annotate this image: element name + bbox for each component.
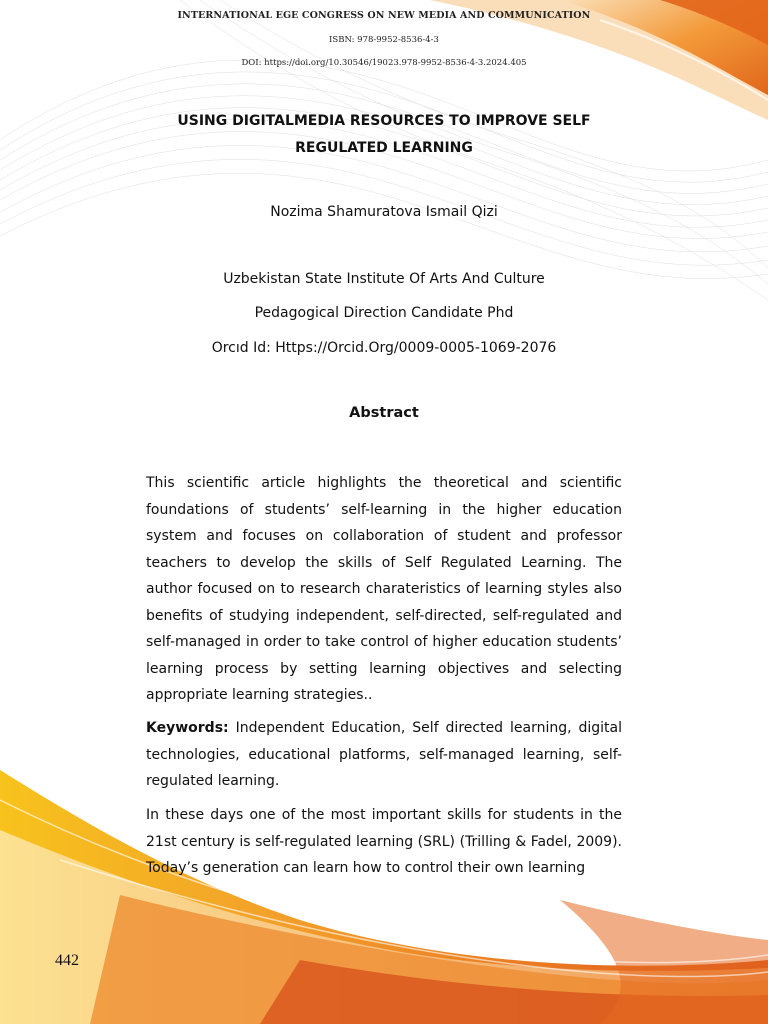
author-name: Nozima Shamuratova Ismail Qizi bbox=[270, 204, 498, 220]
page-number: 442 bbox=[55, 952, 79, 969]
keywords-paragraph bbox=[146, 715, 622, 795]
keywords-label: Keywords: bbox=[146, 720, 229, 736]
paper-title: USING DIGITALMEDIA RESOURCES TO IMPROVE SELF REGULATED LEARNING bbox=[177, 113, 591, 156]
abstract-paragraph: This scientific article highlights the theoretical and scientific foundations of students’ self-learning in the higher education system and focuses on collaboration of student and professor teachers to develop the skills of Self Regulated Learning. The author focused on to research charateristics of learning styles also benefits of studying independent, self-directed, self-regulated and self-managed in order to take control of higher education students’ learning process by setting learning objectives and selecting appropriate learning strategies.. bbox=[146, 475, 622, 703]
affiliation: Uzbekistan State Institute Of Arts And Culture bbox=[223, 271, 545, 287]
doi-line: DOI: https://doi.org/10.30546/19023.978-9952-8536-4-3.2024.405 bbox=[241, 58, 527, 68]
intro-paragraph: In these days one of the most important skills for students in the 21st century is self-regulated learning (SRL) (Trilling & Fadel, 2009). Today’s generation can learn how to control their own learning bbox=[146, 807, 622, 876]
orcid-id: Orcıd Id: Https://Orcid.Org/0009-0005-1069-2076 bbox=[211, 340, 557, 356]
abstract-heading: Abstract bbox=[349, 405, 419, 421]
isbn-line: ISBN: 978-9952-8536-4-3 bbox=[329, 35, 439, 45]
conference-title: INTERNATIONAL EGE CONGRESS ON NEW MEDIA AND COMMUNICATION bbox=[177, 10, 591, 21]
author-position: Pedagogical Direction Candidate Phd bbox=[254, 305, 514, 321]
keywords-list: Independent Education, Self directed learning, digital technologies, educational platforms, self-managed learning, self-regulated learning. bbox=[146, 720, 622, 789]
